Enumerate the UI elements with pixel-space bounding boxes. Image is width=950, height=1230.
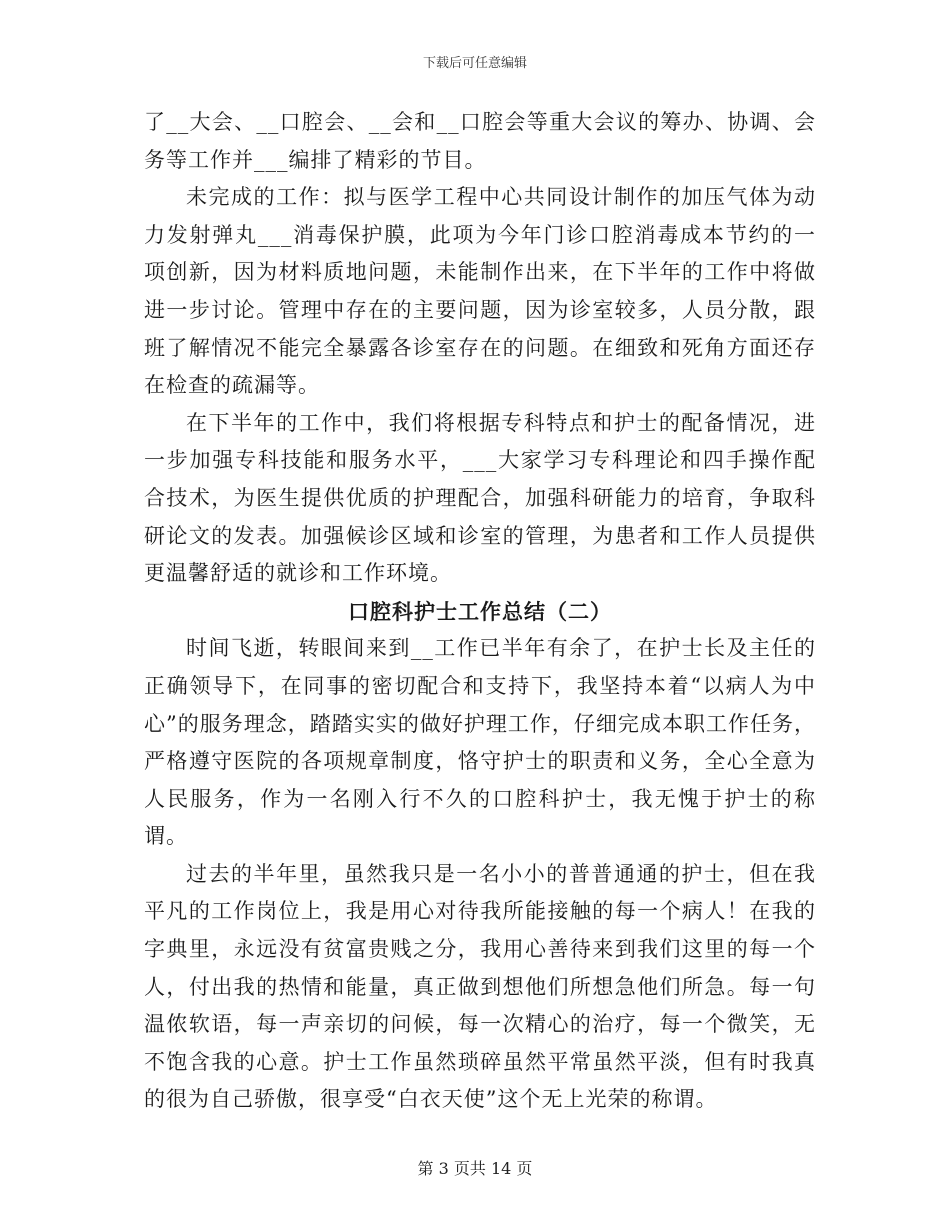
page-footer: 第 3 页共 14 页 (417, 1159, 533, 1178)
paragraph-unfinished-work: 未完成的工作：拟与医学工程中心共同设计制作的加压气体为动力发射弹丸___消毒保护膜，此项为今年门诊口腔消毒成本节约的一项创新，因为材料质地问题，未能制作出来，在下半年的工作中将做进一步讨论。管理中存在的主要问题，因为诊室较多，人员分散，跟班了解情况不能完全暴露各诊室存在的问题。在细致和死角方面还存在检查的疏漏等。 (144, 185, 816, 398)
page-header: 下载后可任意编辑 (422, 56, 527, 71)
paragraph-continuation: 了__大会、__口腔会、__会和__口腔会等重大会议的筹办、协调、会务等工作并___编排了精彩的节目。 (144, 110, 816, 172)
section-heading: 口腔科护士工作总结（二） (348, 598, 612, 624)
paragraph-intro: 时间飞逝，转眼间来到__工作已半年有余了，在护士长及主任的正确领导下，在同事的密切配合和支持下，我坚持本着“以病人为中心”的服务理念，踏踏实实的做好护理工作，仔细完成本职工作任务，严格遵守医院的各项规章制度，恪守护士的职责和义务，全心全意为人民服务，作为一名刚入行不久的口腔科护士，我无愧于护士的称谓。 (144, 636, 816, 849)
document-body (144, 104, 816, 1119)
paragraph-reflection: 过去的半年里，虽然我只是一名小小的普普通通的护士，但在我平凡的工作岗位上，我是用心对待我所能接触的每一个病人！在我的字典里，永远没有贫富贵贱之分，我用心善待来到我们这里的每一个人，付出我的热情和能量，真正做到想他们所想急他们所急。每一句温侬软语，每一声亲切的问候，每一次精心的治疗，每一个微笑，无不饱含我的心意。护士工作虽然琐碎虽然平常虽然平淡，但有时我真的很为自己骄傲，很享受“白衣天使”这个无上光荣的称谓。 (144, 861, 816, 1112)
paragraph-next-half-plan: 在下半年的工作中，我们将根据专科特点和护士的配备情况，进一步加强专科技能和服务水平，___大家学习专科理论和四手操作配合技术，为医生提供优质的护理配合，加强科研能力的培育，争取科研论文的发表。加强候诊区域和诊室的管理，为患者和工作人员提供更温馨舒适的就诊和工作环境。 (144, 410, 816, 586)
